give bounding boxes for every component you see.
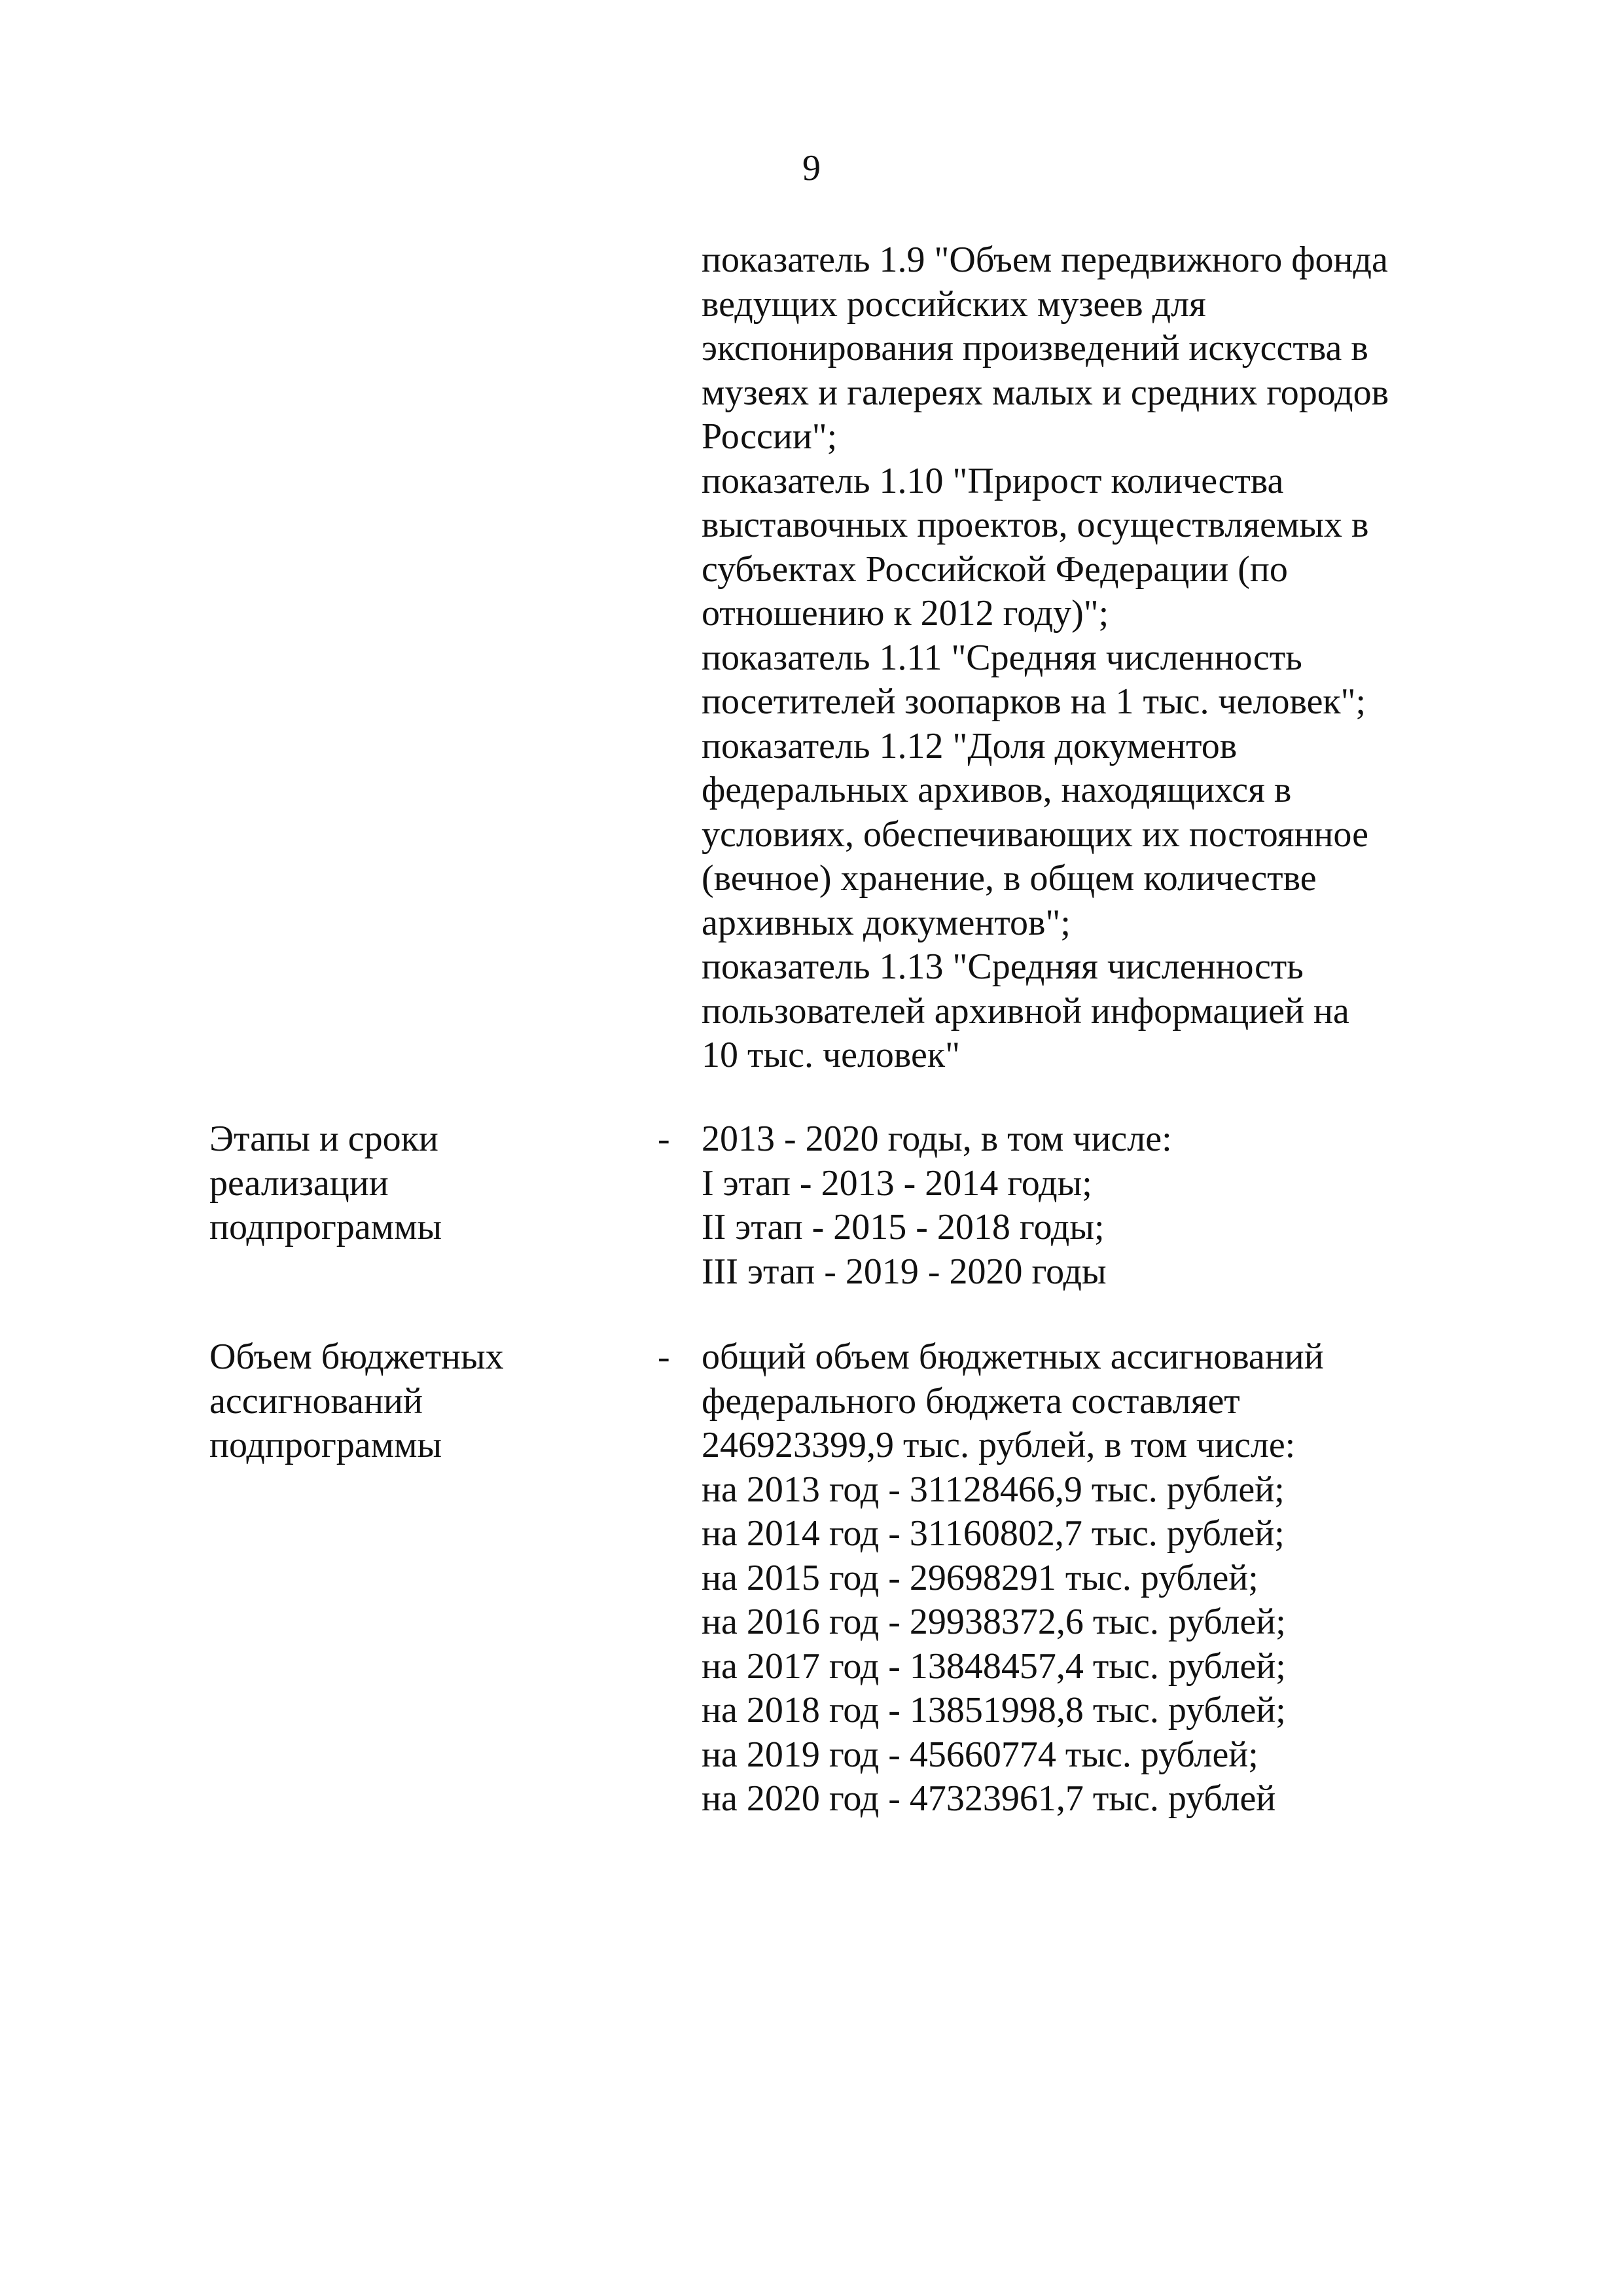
budget-value-line: федерального бюджета составляет	[702, 1380, 1240, 1422]
indicator-line: показатель 1.13 "Средняя численность	[702, 946, 1304, 987]
budget-value-line: на 2015 год - 29698291 тыс. рублей;	[702, 1557, 1258, 1598]
stages-label	[209, 1117, 628, 1250]
indicator-line: показатель 1.9 "Объем передвижного фонда	[702, 240, 1388, 280]
budget-value-line: на 2016 год - 29938372,6 тыс. рублей;	[702, 1602, 1286, 1642]
indicator-line: ведущих российских музеев для	[702, 283, 1206, 325]
budget-value-line: на 2020 год - 47323961,7 тыс. рублей	[702, 1778, 1276, 1819]
budget-value-line: на 2018 год - 13851998,8 тыс. рублей;	[702, 1690, 1286, 1731]
indicator-line: выставочных проектов, осуществляемых в	[702, 505, 1369, 545]
indicator-line: музеях и галереях малых и средних городов	[702, 372, 1389, 413]
stages-value	[702, 1117, 1454, 1294]
indicator-line: показатель 1.11 "Средняя численность	[702, 637, 1302, 678]
stages-value-line: 2013 - 2020 годы, в том числе:	[702, 1119, 1172, 1159]
indicator-line: пользователей архивной информацией на	[702, 990, 1349, 1031]
budget-dash: -	[658, 1336, 670, 1377]
indicator-line: показатель 1.12 "Доля документов	[702, 725, 1238, 766]
stages-label-line: реализации	[209, 1162, 389, 1204]
page-number: 9	[802, 148, 821, 188]
budget-value-line: 246923399,9 тыс. рублей, в том числе:	[702, 1425, 1296, 1465]
stages-label-line: Этапы и сроки	[209, 1119, 438, 1159]
indicator-line: федеральных архивов, находящихся в	[702, 770, 1292, 810]
budget-label-line: подпрограммы	[209, 1425, 442, 1465]
budget-label-line: Объем бюджетных	[209, 1336, 504, 1377]
indicator-line: отношению к 2012 году)";	[702, 593, 1109, 634]
budget-value-line: на 2014 год - 31160802,7 тыс. рублей;	[702, 1513, 1285, 1554]
indicator-line: субъектах Российской Федерации (по	[702, 548, 1288, 590]
stages-value-line: III этап - 2019 - 2020 годы	[702, 1251, 1107, 1292]
indicator-line: 10 тыс. человек"	[702, 1035, 960, 1075]
budget-value-line: на 2013 год - 31128466,9 тыс. рублей;	[702, 1469, 1285, 1510]
stages-dash: -	[658, 1119, 670, 1159]
budget-value-line: на 2017 год - 13848457,4 тыс. рублей;	[702, 1645, 1286, 1687]
stages-label-line: подпрограммы	[209, 1207, 442, 1247]
indicator-line: России";	[702, 416, 838, 457]
stages-value-line: I этап - 2013 - 2014 годы;	[702, 1162, 1092, 1204]
indicator-line: условиях, обеспечивающих их постоянное	[702, 814, 1368, 855]
budget-value	[702, 1335, 1454, 1821]
indicator-line: архивных документов";	[702, 902, 1071, 943]
indicator-line: показатель 1.10 "Прирост количества	[702, 460, 1284, 501]
budget-label	[209, 1335, 628, 1468]
stages-value-line: II этап - 2015 - 2018 годы;	[702, 1207, 1105, 1247]
budget-label-line: ассигнований	[209, 1380, 423, 1422]
budget-value-line: на 2019 год - 45660774 тыс. рублей;	[702, 1734, 1258, 1775]
indicator-line: посетителей зоопарков на 1 тыс. человек";	[702, 681, 1366, 722]
indicator-line: экспонирования произведений искусства в	[702, 328, 1368, 368]
indicator-line: (вечное) хранение, в общем количестве	[702, 858, 1317, 899]
budget-value-line: общий объем бюджетных ассигнований	[702, 1336, 1324, 1377]
indicators-list	[702, 238, 1454, 1078]
